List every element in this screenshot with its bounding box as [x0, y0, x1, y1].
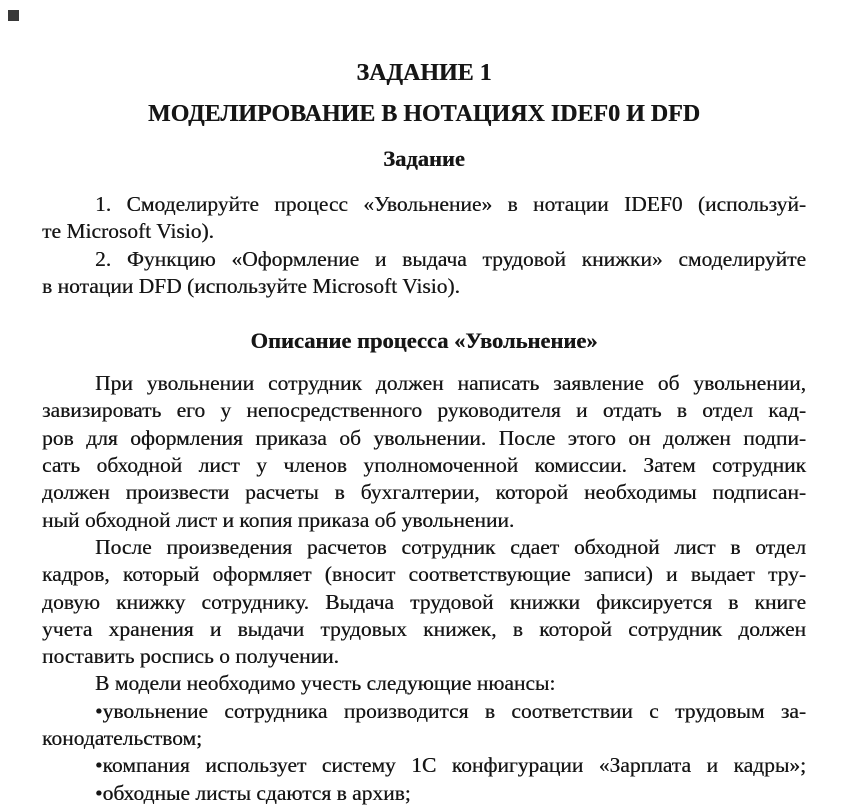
bullet-item — [42, 780, 806, 807]
description-paragraph-2 — [42, 534, 806, 670]
text-line: поставить роспись о получении. — [42, 644, 339, 669]
text-line: должен произвести расчеты в бухгалтерии, которой необходимы подписан- — [42, 480, 806, 505]
text-line: конодательством; — [42, 726, 203, 751]
description-section-heading: Описание процесса «Увольнение» — [250, 328, 598, 354]
task-item-1 — [42, 191, 806, 246]
bullet-item — [42, 698, 806, 753]
text-line: довую книжку сотруднику. Выдача трудовой книжки фиксируется в книге — [42, 589, 806, 614]
text-line: ный обходной лист и копия приказа об увольнении. — [42, 507, 515, 532]
text-line: в нотации DFD (используйте Microsoft Visio). — [42, 273, 460, 298]
task-item-2 — [42, 246, 806, 301]
assignment-title: ЗАДАНИЕ 1 — [356, 60, 492, 86]
text-line: •увольнение сотрудника производится в соответствии с трудовым за- — [95, 698, 806, 723]
text-line: завизировать его у непосредственного руководителя и отдать в отдел кад- — [42, 398, 806, 423]
text-line: кадров, который оформляет (вносит соответствующие записи) и выдает тру- — [42, 562, 806, 587]
text-line: •компания использует систему 1С конфигурации «Зарплата и кадры»; — [95, 753, 806, 778]
task-section-heading: Задание — [383, 146, 465, 171]
text-line: сать обходной лист у членов уполномоченной комиссии. Затем сотрудник — [42, 453, 806, 478]
text-line: •обходные листы сдаются в архив; — [95, 780, 411, 805]
text-line: ров для оформления приказа об увольнении. После этого он должен подпи- — [42, 425, 806, 450]
document-content — [42, 57, 806, 807]
description-paragraph-1 — [42, 370, 806, 534]
text-line: В модели необходимо учесть следующие нюансы: — [95, 671, 556, 696]
nuances-intro — [42, 670, 806, 697]
text-line: 2. Функцию «Оформление и выдача трудовой книжки» смоделируйте — [95, 246, 806, 271]
bullet-item — [42, 752, 806, 779]
text-line: После произведения расчетов сотрудник сдает обходной лист в отдел — [95, 534, 806, 559]
text-line: При увольнении сотрудник должен написать заявление об увольнении, — [95, 371, 806, 396]
text-line: учета хранения и выдачи трудовых книжек, в которой сотрудник должен — [42, 616, 806, 641]
scan-corner-mark — [8, 10, 19, 21]
text-line: 1. Смоделируйте процесс «Увольнение» в нотации IDEF0 (используй- — [95, 192, 806, 216]
text-line: те Microsoft Visio). — [42, 219, 214, 244]
assignment-subtitle: МОДЕЛИРОВАНИЕ В НОТАЦИЯХ IDEF0 И DFD — [147, 101, 701, 127]
